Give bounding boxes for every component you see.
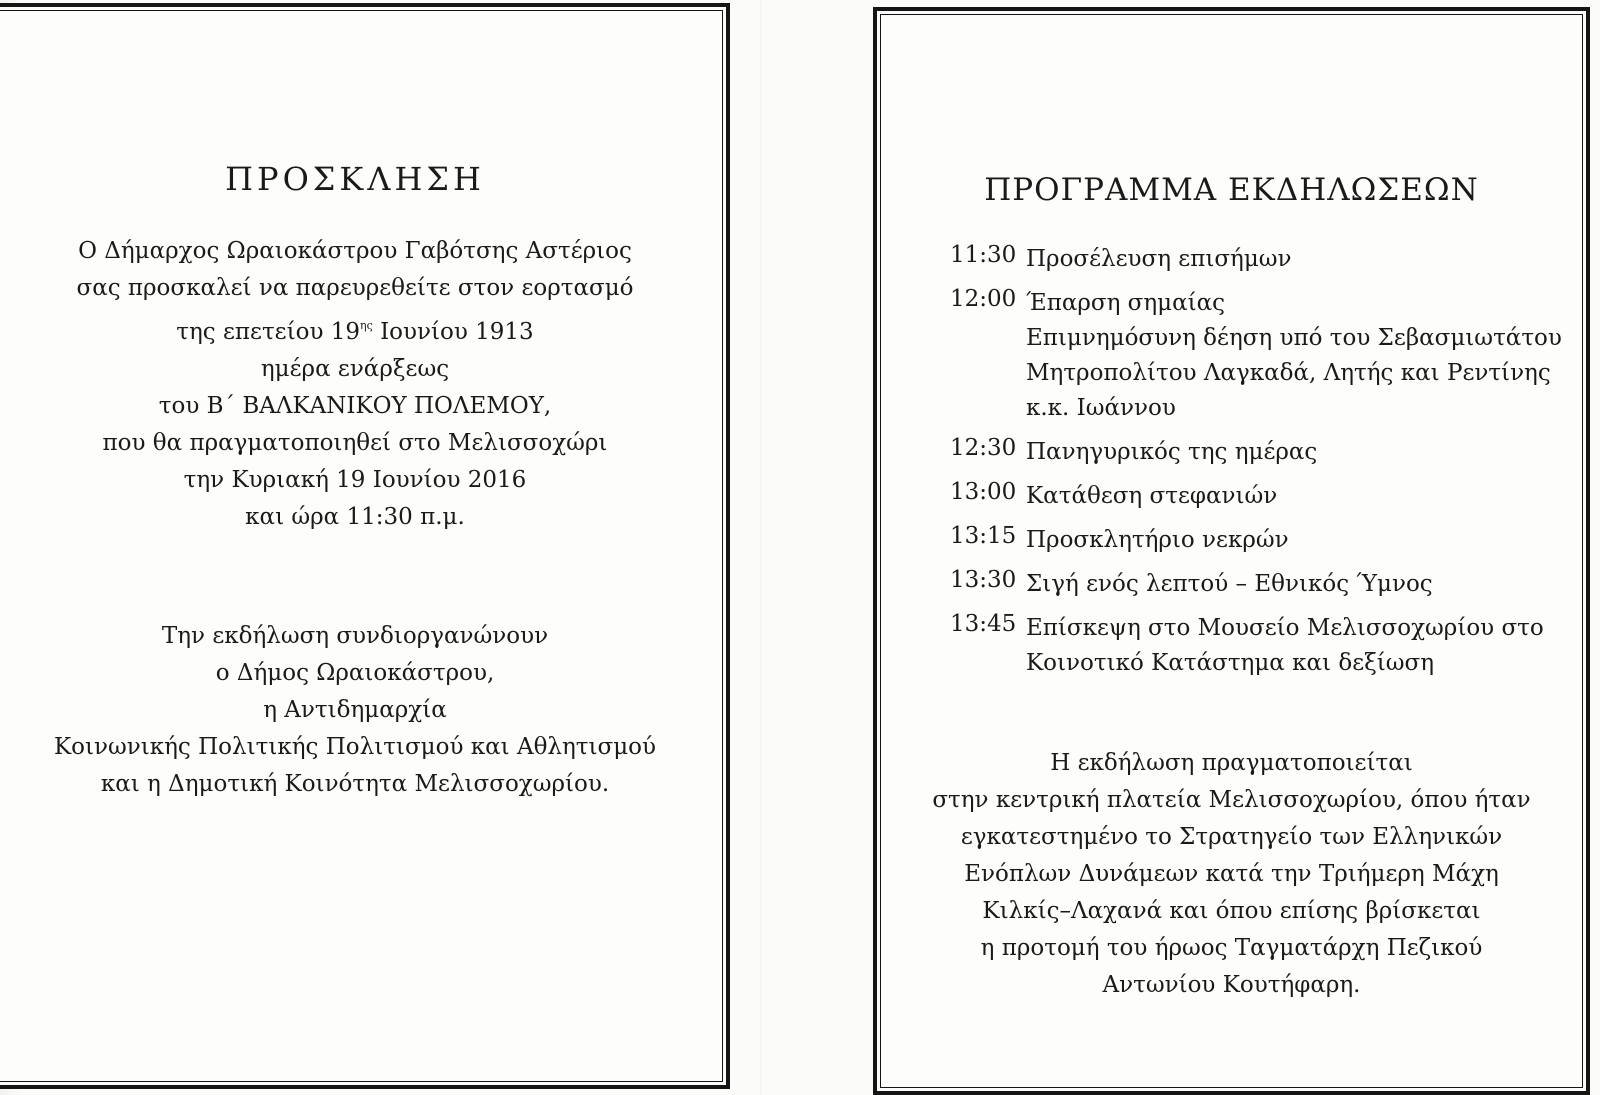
venue-line: εγκατεστημένο το Στρατηγείο των Ελληνικών [960,824,1503,850]
schedule-time: 13:30 [950,567,1017,593]
anniversary-suffix: Ιουνίου 1913 [372,319,534,345]
venue-line: Η εκδήλωση πραγματοποιείται [1050,750,1413,776]
schedule-description: Κοινοτικό Κατάστημα και δεξίωση [1026,650,1435,676]
schedule-time: 13:15 [950,523,1017,549]
schedule-time: 12:00 [950,286,1017,312]
organizers-line: ο Δήμος Ωραιοκάστρου, [215,660,495,686]
schedule-time: 11:30 [950,242,1017,268]
schedule-description: Προσέλευση επισήμων [1026,246,1292,272]
organizers-line: Κοινωνικής Πολιτικής Πολιτισμού και Αθλητισμού [53,734,657,760]
venue-line: στην κεντρική πλατεία Μελισσοχωρίου, όπου ήταν [932,787,1531,813]
schedule-time: 12:30 [950,435,1017,461]
invitation-anniversary-line [0,307,726,351]
schedule-time: 13:45 [950,611,1017,637]
organizers-line: η Αντιδημαρχία [263,697,447,723]
invitation-date-line: την Κυριακή 19 Ιουνίου 2016 [183,467,527,493]
schedule-time: 13:00 [950,479,1017,505]
invitation-line: ημέρα ενάρξεως [260,356,450,382]
invitation-line: Ο Δήμαρχος Ωραιοκάστρου Γαβότσης Αστέριος [78,238,632,264]
organizers-block [0,618,726,803]
invitation-line: που θα πραγματοποιηθεί στο Μελισσοχώρι [102,430,608,456]
schedule-description: Κατάθεση στεφανιών [1026,483,1278,509]
venue-line: η προτομή του ήρωος Ταγματάρχη Πεζικού [980,935,1483,961]
invitation-body [0,233,726,536]
invitation-title: ΠΡΟΣΚΛΗΣΗ [225,160,485,198]
venue-line: Κιλκίς–Λαχανά και όπου επίσης βρίσκεται [982,898,1481,924]
invitation-time-line: και ώρα 11:30 π.μ. [245,504,465,530]
schedule-item [950,611,1580,681]
venue-description [877,745,1586,1004]
invitation-line: του Β΄ ΒΑΛΚΑΝΙΚΟΥ ΠΟΛΕΜΟΥ, [158,393,552,419]
schedule-item [950,523,1580,558]
schedule-item [950,567,1580,602]
schedule-item [950,242,1580,277]
ordinal-suffix: ης [360,319,373,332]
venue-line: Αντωνίου Κουτήφαρη. [1102,972,1361,998]
anniversary-prefix: της επετείου 19 [176,319,361,345]
schedule-description: Σιγή ενός λεπτού – Εθνικός Ύμνος [1026,571,1433,597]
schedule-description: Προσκλητήριο νεκρών [1026,527,1289,553]
venue-line: Ενόπλων Δυνάμεων κατά την Τριήμερη Μάχη [964,861,1499,887]
schedule-description: Έπαρση σημαίας [1026,290,1226,316]
program-title: ΠΡΟΓΡΑΜΜΑ ΕΚΔΗΛΩΣΕΩΝ [984,172,1479,208]
schedule-description: Πανηγυρικός της ημέρας [1026,439,1318,465]
organizers-line: Την εκδήλωση συνδιοργανώνουν [161,623,549,649]
schedule-description: κ.κ. Ιωάννου [1026,395,1176,421]
organizers-line: και η Δημοτική Κοινότητα Μελισσοχωρίου. [100,771,610,797]
schedule-description: Επίσκεψη στο Μουσείο Μελισσοχωρίου στο [1026,615,1544,641]
schedule-description: Επιμνημόσυνη δέηση υπό του Σεβασμιωτάτου [1026,325,1562,351]
program-page [873,7,1590,1095]
schedule-item [950,479,1580,514]
paper-fold [760,0,762,1095]
schedule-item [950,286,1580,426]
schedule-item [950,435,1580,470]
schedule-description: Μητροπολίτου Λαγκαδά, Λητής και Ρεντίνης [1026,360,1551,386]
invitation-page [0,3,730,1089]
invitation-line: σας προσκαλεί να παρευρεθείτε στον εορτασμό [76,275,634,301]
schedule-list [950,242,1580,690]
